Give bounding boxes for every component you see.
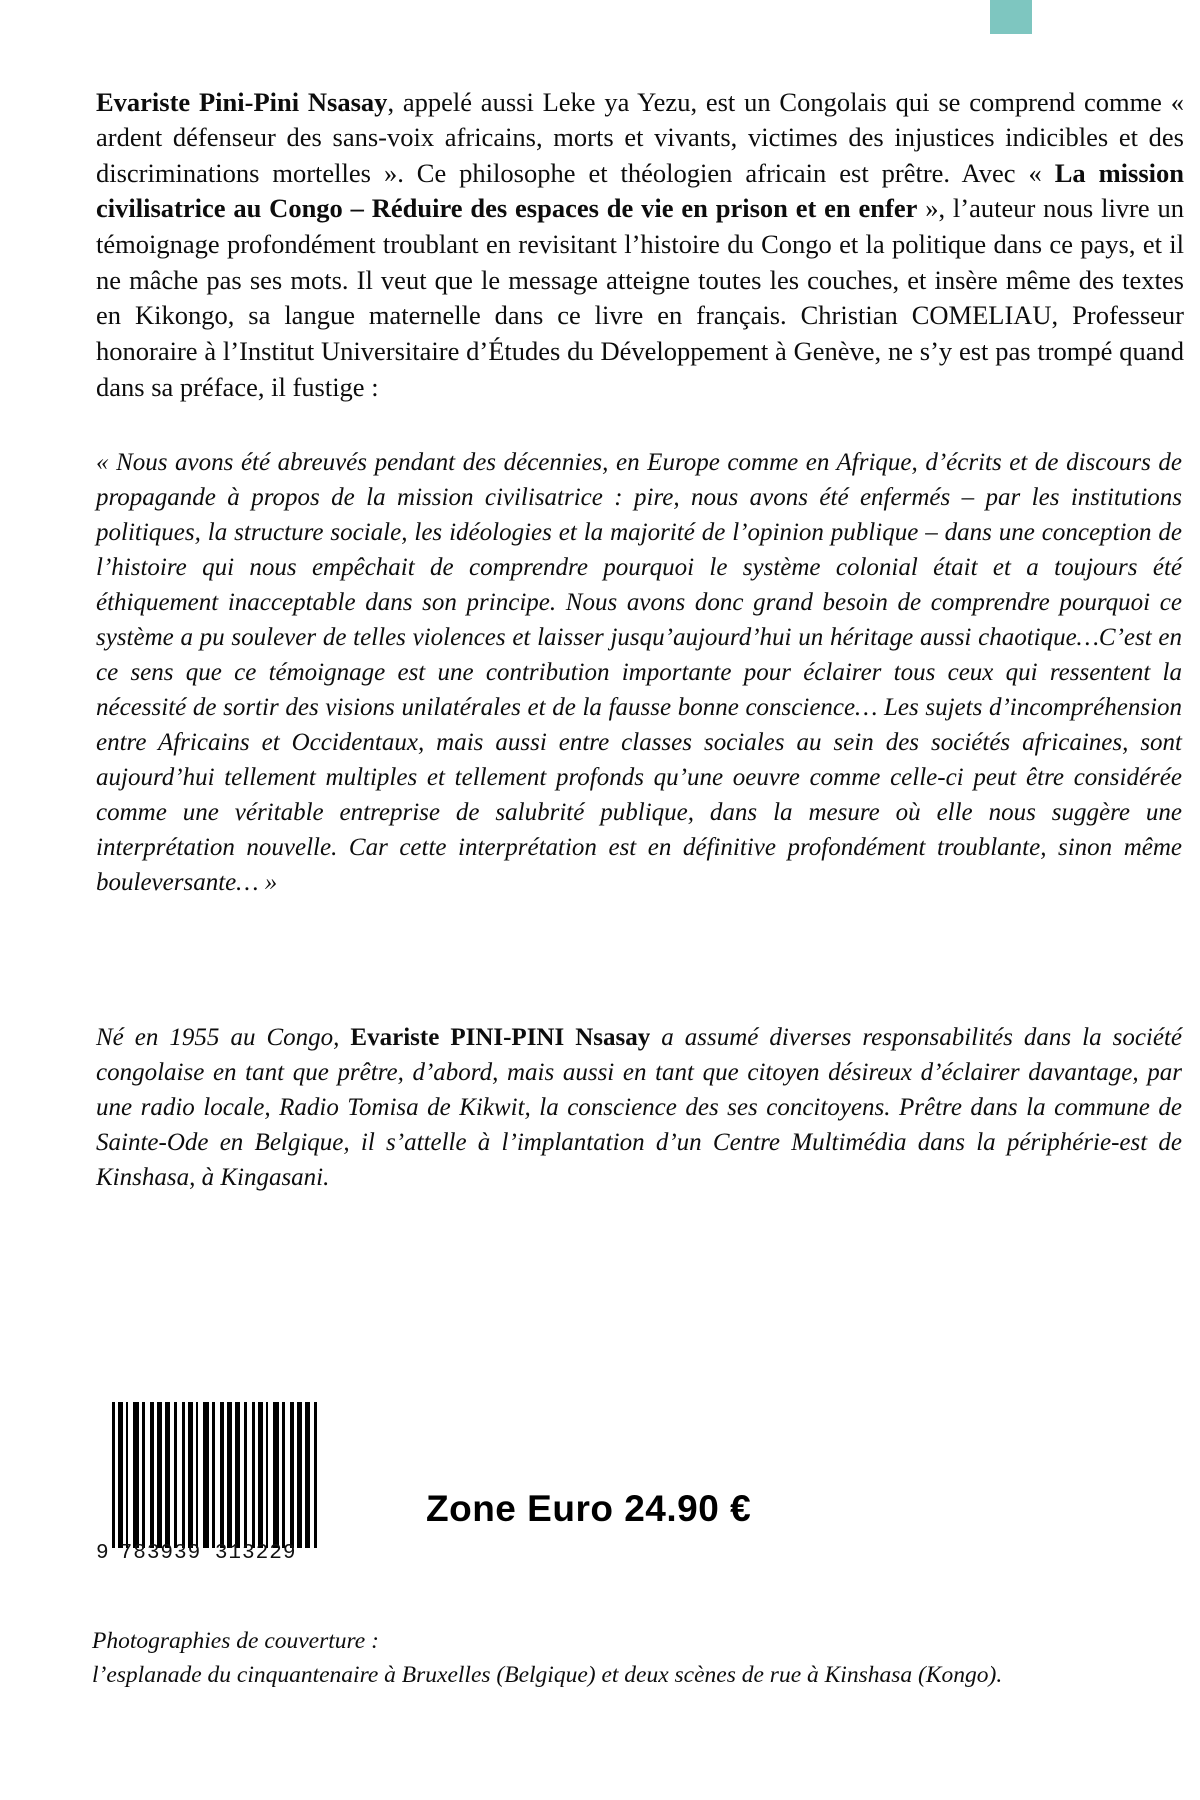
cover-text-content xyxy=(96,58,1192,1220)
photo-credit xyxy=(92,1624,1152,1692)
author-bio xyxy=(96,1020,1182,1195)
bio-text: a assumé diverses responsabilités dans la société congolaise en tant que prêtre, d’abord, mais aussi en tant que citoyen désireux d’éclairer davantage, par une radio locale, Radio Tomisa de Kikwit, la conscience des ses concitoyens. Prêtre dans la commune de Sainte-Ode en Belgique, il s’attelle à l’implantation d’un Centre Multimédia dans la périphérie-est de Kinshasa, à Kingasani. xyxy=(96,1024,1182,1192)
blurb-part-one: , appelé aussi Leke ya Yezu, est un Congolais qui se comprend comme « ardent défenseur des sans-voix africains, morts et vivants, victimes des injustices indicibles et des discriminations mortelles ». Ce philosophe et théologien africain est prêtre. Avec xyxy=(96,86,1184,188)
author-blurb xyxy=(96,85,1184,406)
blurb-author-name: Evariste Pini-Pini Nsasay xyxy=(96,86,388,117)
isbn-digits xyxy=(96,1542,341,1565)
blurb-part-two: », l’auteur nous livre un témoignage profondément troublant en revisitant l’histoire du Congo et la politique dans ce pays, et il ne mâche pas ses mots. Il veut que le message atteigne toutes les couches, et insère même des textes en Kikongo, sa langue maternelle dans ce livre en français. Christian COMELIAU, Professeur honoraire à l’Institut Universitaire d’Études du Développement à Genève, ne s’y est pas trompé quand dans sa préface, il fustige : xyxy=(96,193,1184,402)
photo-credit-line-2: l’esplanade du cinquantenaire à Bruxelles (Belgique) et deux scènes de rue à Kinshasa (Kongo). xyxy=(92,1662,1003,1689)
blurb-book-title: La mission civilisatrice au Congo – Réduire des espaces de vie en prison et en enfer xyxy=(96,157,1184,224)
preface-quote: « Nous avons été abreuvés pendant des décennies, en Europe comme en Afrique, d’écrits et de discours de propagande à propos de la mission civilisatrice : pire, nous avons été enfermés – par les institutions politiques, la structure sociale, les idéologies et la majorité de l’opinion publique – dans une conception de l’histoire qui nous empêchait de comprendre pourquoi le système colonial était et a toujours été éthiquement inacceptable dans son principe. Nous avons donc grand besoin de comprendre pourquoi ce système a pu soulever de telles violences et laisser jusqu’aujourd’hui un héritage aussi chaotique…C’est en ce sens que ce témoignage est une contribution importante pour éclairer tous ceux qui ressentent la nécessité de sortir des visions unilatérales et de la fausse bonne conscience… Les sujets d’incompréhension entre Africains et Occidentaux, mais aussi entre classes sociales au sein des sociétés africaines, sont aujourd’hui tellement multiples et tellement profonds qu’une oeuvre comme celle-ci peut être considérée comme une véritable entreprise de salubrité publique, dans la mesure où elle nous suggère une interprétation nouvelle. Car cette interprétation est en définitive profondément troublante, sinon même bouleversante… » xyxy=(96,449,1182,897)
photo-credit-line-1: Photographies de couverture : xyxy=(92,1628,379,1654)
bio-lead: Né en 1955 au Congo, xyxy=(96,1024,351,1052)
corner-accent-mark xyxy=(990,0,1032,34)
isbn-lead-digit: 9 xyxy=(96,1542,110,1565)
blurb-title-open-quote: « xyxy=(1028,157,1055,188)
price-label: Zone Euro 24.90 € xyxy=(426,1488,752,1529)
barcode-area xyxy=(96,1402,1116,1572)
bio-author-name: Evariste PINI-PINI Nsasay xyxy=(350,1024,651,1052)
isbn-barcode xyxy=(112,1402,322,1548)
isbn-main-digits: 783939 313229 xyxy=(119,1542,297,1565)
